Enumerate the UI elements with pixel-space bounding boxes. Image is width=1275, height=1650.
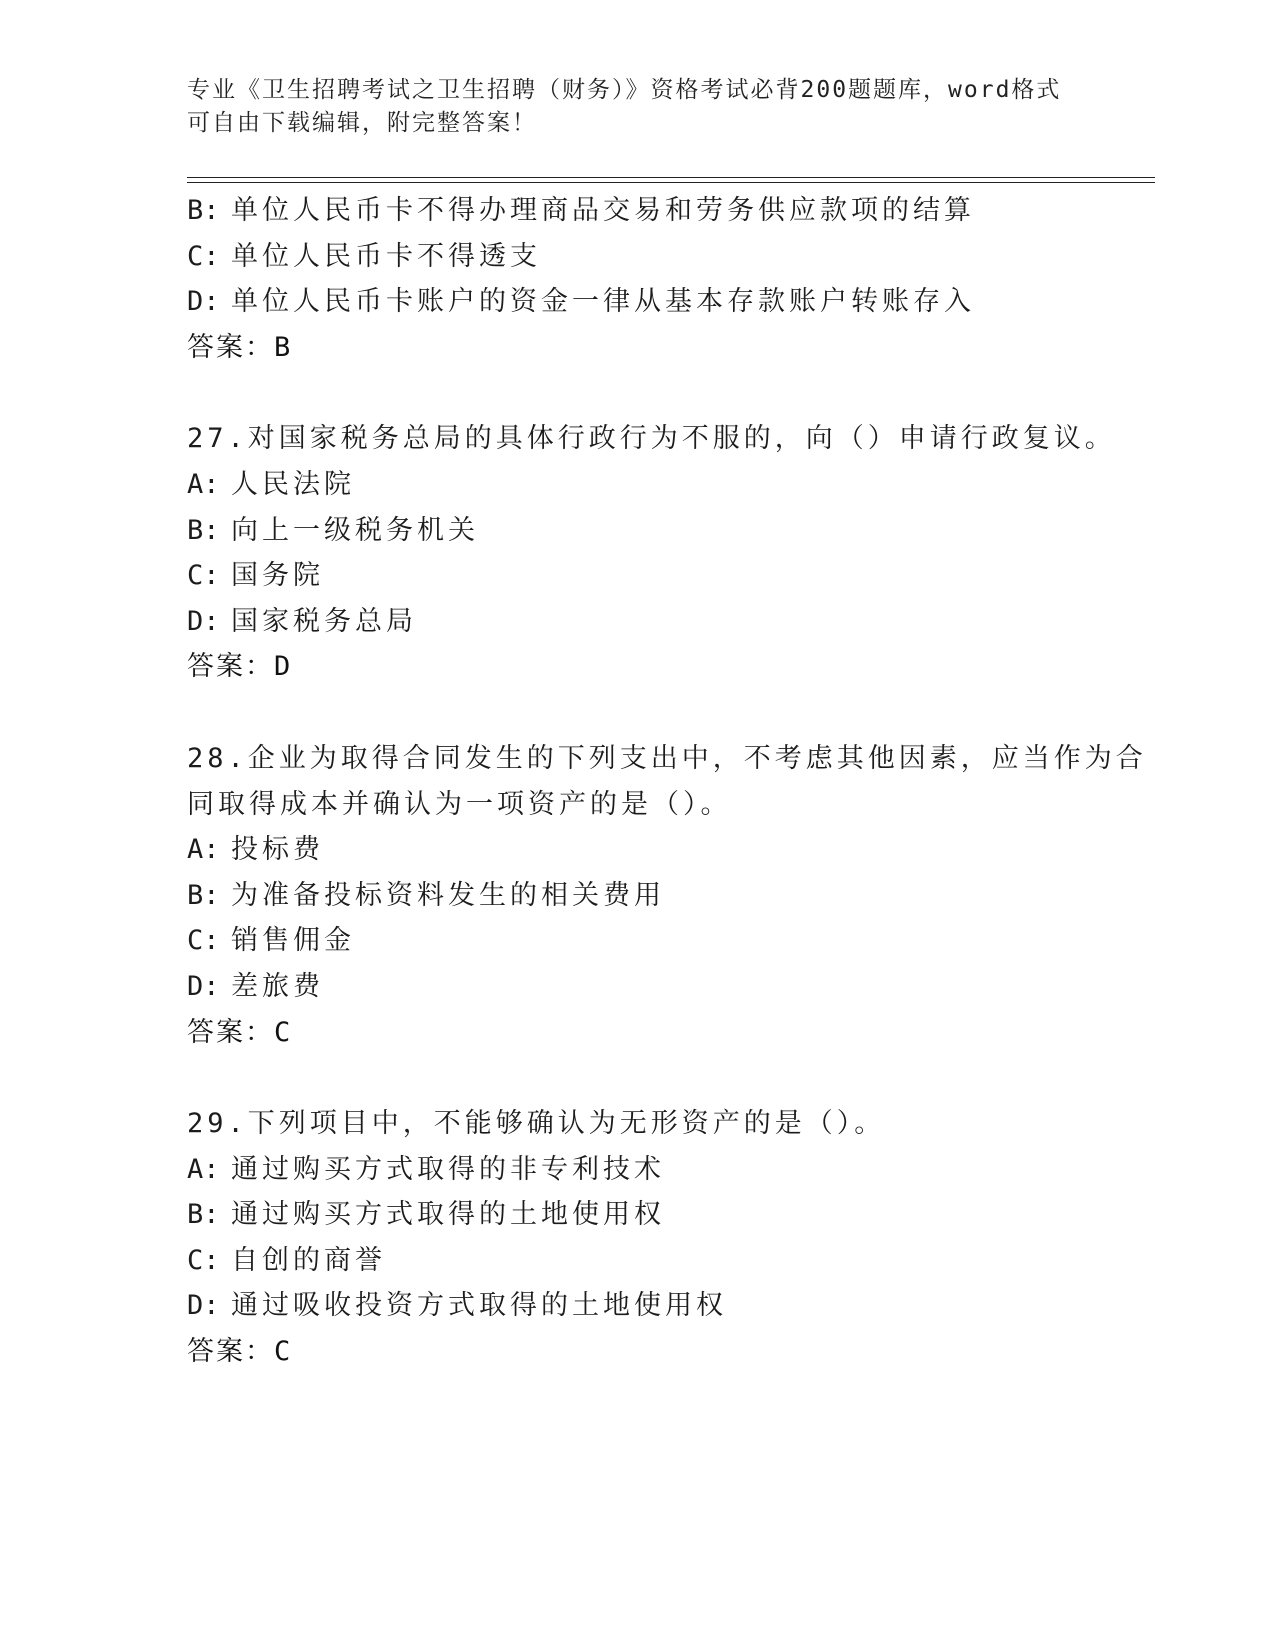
question-title: [187, 736, 1147, 827]
answer-line: 答案：C: [187, 1016, 293, 1048]
option-text: 国务院: [231, 560, 324, 592]
header-line-1: 专业《卫生招聘考试之卫生招聘（财务）》资格考试必背200题题库，word格式: [187, 77, 1062, 103]
question-block-29: [187, 1101, 1087, 1375]
option-c: [187, 234, 1087, 280]
option-text: 通过购买方式取得的土地使用权: [231, 1199, 665, 1231]
question-title-line: 同取得成本并确认为一项资产的是（）。: [187, 788, 732, 820]
spacer: [187, 370, 1087, 416]
answer-line: 答案：B: [187, 331, 293, 363]
option-a: [187, 1147, 1087, 1193]
option-text: 通过吸收投资方式取得的土地使用权: [231, 1290, 727, 1322]
question-block-continued: [187, 188, 1087, 370]
option-tag: B:: [187, 1199, 220, 1231]
header-line-2: 可自由下载编辑，附完整答案！: [187, 110, 537, 136]
option-text: 销售佣金: [231, 925, 355, 957]
question-title: [187, 1101, 1087, 1147]
document-header: [187, 74, 1087, 140]
option-c: [187, 1238, 1087, 1284]
option-b: [187, 508, 1087, 554]
answer-line: 答案：D: [187, 651, 293, 683]
option-tag: D:: [187, 605, 220, 637]
option-text: 向上一级税务机关: [231, 514, 479, 546]
option-c: [187, 553, 1087, 599]
option-text: 人民法院: [231, 468, 355, 500]
option-d: [187, 964, 1087, 1010]
option-text: 单位人民币卡不得办理商品交易和劳务供应款项的结算: [231, 195, 975, 226]
option-tag: C:: [187, 560, 220, 592]
question-title-line: 29.下列项目中，不能够确认为无形资产的是（）。: [187, 1108, 886, 1140]
question-block-27: [187, 416, 1116, 690]
option-tag: A:: [187, 834, 220, 866]
option-tag: D:: [187, 286, 220, 318]
question-title-line: 28.企业为取得合同发生的下列支出中，不考虑其他因素，应当作为合: [187, 742, 1147, 774]
option-c: [187, 918, 1087, 964]
option-d: [187, 1283, 1087, 1329]
option-tag: C:: [187, 925, 220, 957]
header-divider-top: [187, 177, 1155, 178]
option-tag: B:: [187, 879, 220, 911]
option-text: 单位人民币卡不得透支: [231, 240, 541, 272]
option-tag: C:: [187, 1244, 220, 1276]
spacer: [187, 690, 1087, 736]
option-tag: D:: [187, 1290, 220, 1322]
option-tag: C:: [187, 240, 220, 272]
option-d: [187, 599, 1087, 645]
option-text: 差旅费: [231, 970, 324, 1002]
question-title: [187, 416, 1116, 462]
question-block-28: [187, 736, 1147, 1055]
question-list: [187, 188, 1147, 1375]
option-text: 国家税务总局: [231, 605, 417, 637]
option-tag: B:: [187, 514, 220, 546]
option-b: [187, 1192, 1087, 1238]
spacer: [187, 1055, 1087, 1101]
option-text: 投标费: [231, 834, 324, 866]
option-a: [187, 827, 1087, 873]
option-text: 自创的商誉: [231, 1244, 386, 1276]
option-a: [187, 462, 1087, 508]
option-tag: D:: [187, 970, 220, 1002]
option-tag: A:: [187, 1153, 220, 1185]
option-tag: B:: [187, 195, 220, 226]
option-text: 通过购买方式取得的非专利技术: [231, 1153, 665, 1185]
option-d: [187, 279, 1087, 325]
option-b: [187, 873, 1087, 919]
option-tag: A:: [187, 468, 220, 500]
answer-line: 答案：C: [187, 1336, 293, 1368]
option-b: [187, 188, 1087, 234]
header-divider-bottom: [187, 182, 1155, 183]
option-text: 单位人民币卡账户的资金一律从基本存款账户转账存入: [231, 286, 975, 318]
question-title-line: 27.对国家税务总局的具体行政行为不服的，向（）申请行政复议。: [187, 423, 1116, 455]
option-text: 为准备投标资料发生的相关费用: [231, 879, 665, 911]
